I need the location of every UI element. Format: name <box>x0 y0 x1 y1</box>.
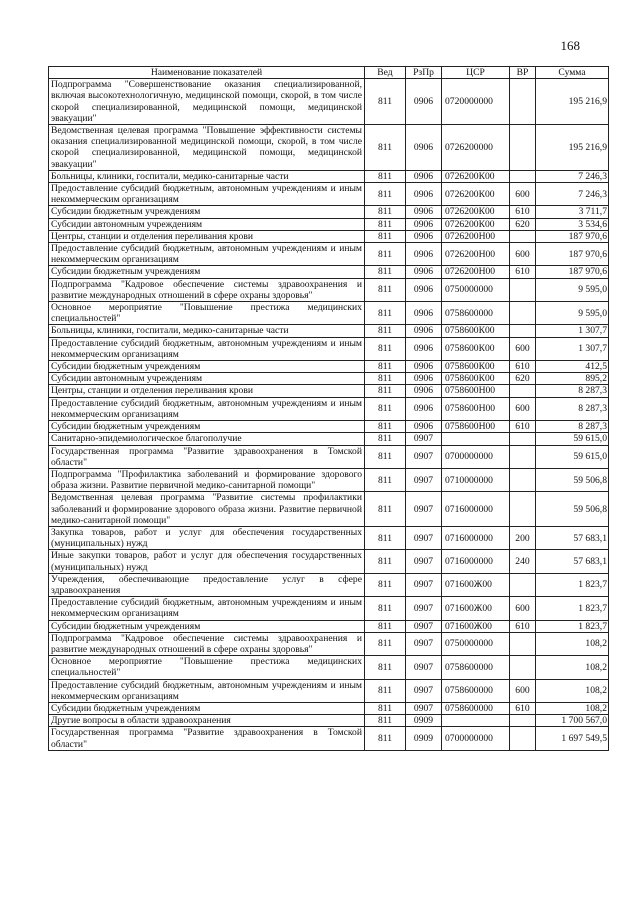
cell-name: Субсидии автономным учреждениям <box>49 373 365 385</box>
cell-sum: 1 307,7 <box>536 337 609 360</box>
cell-vr: 600 <box>510 597 536 620</box>
cell-vr <box>510 727 536 750</box>
header-ved: Вед <box>365 67 406 79</box>
cell-ved: 811 <box>365 278 406 301</box>
cell-name: Субсидии бюджетным учреждениям <box>49 206 365 218</box>
cell-name: Предоставление субсидий бюджетным, автономным учреждениям и иным некоммерческим организациям <box>49 679 365 702</box>
table-row <box>49 573 609 596</box>
table-row <box>49 656 609 679</box>
cell-rzpr: 0906 <box>406 218 442 230</box>
cell-sum: 7 246,3 <box>536 183 609 206</box>
cell-sum: 187 970,6 <box>536 243 609 266</box>
cell-ved: 811 <box>365 632 406 655</box>
cell-csr: 0700000000 <box>442 727 510 750</box>
cell-ved: 811 <box>365 526 406 549</box>
cell-csr: 0750000000 <box>442 278 510 301</box>
cell-name: Больницы, клиники, госпитали, медико-санитарные части <box>49 325 365 337</box>
cell-sum: 59 506,8 <box>536 468 609 491</box>
cell-vr <box>510 170 536 182</box>
cell-name: Государственная программа "Развитие здравоохранения в Томской области" <box>49 727 365 750</box>
cell-rzpr: 0906 <box>406 421 442 433</box>
cell-vr: 600 <box>510 397 536 420</box>
cell-vr <box>510 325 536 337</box>
cell-rzpr: 0906 <box>406 230 442 242</box>
cell-sum: 57 683,1 <box>536 550 609 573</box>
cell-name: Больницы, клиники, госпитали, медико-санитарные части <box>49 170 365 182</box>
cell-sum: 9 595,0 <box>536 278 609 301</box>
table-row <box>49 243 609 266</box>
cell-sum: 3 534,6 <box>536 218 609 230</box>
cell-csr: 0726200К00 <box>442 218 510 230</box>
cell-csr: 0726200К00 <box>442 183 510 206</box>
cell-sum: 1 823,7 <box>536 573 609 596</box>
cell-vr <box>510 468 536 491</box>
cell-rzpr: 0906 <box>406 243 442 266</box>
cell-name: Центры, станции и отделения переливания крови <box>49 385 365 397</box>
cell-sum: 108,2 <box>536 679 609 702</box>
cell-rzpr: 0907 <box>406 679 442 702</box>
cell-sum: 1 823,7 <box>536 620 609 632</box>
table-row <box>49 385 609 397</box>
cell-rzpr: 0906 <box>406 183 442 206</box>
table-row <box>49 620 609 632</box>
cell-rzpr: 0906 <box>406 170 442 182</box>
cell-vr <box>510 278 536 301</box>
cell-rzpr: 0906 <box>406 125 442 171</box>
cell-name: Основное мероприятие "Повышение престижа медицинских специальностей" <box>49 656 365 679</box>
table-row <box>49 206 609 218</box>
table-body <box>49 79 609 751</box>
cell-ved: 811 <box>365 206 406 218</box>
cell-csr: 0720000000 <box>442 79 510 125</box>
cell-sum: 59 615,0 <box>536 433 609 445</box>
cell-csr <box>442 433 510 445</box>
cell-rzpr: 0907 <box>406 492 442 527</box>
cell-vr <box>510 125 536 171</box>
cell-rzpr: 0906 <box>406 373 442 385</box>
cell-vr: 240 <box>510 550 536 573</box>
cell-sum: 1 307,7 <box>536 325 609 337</box>
table-row <box>49 325 609 337</box>
table-row <box>49 218 609 230</box>
cell-rzpr: 0906 <box>406 337 442 360</box>
cell-rzpr: 0907 <box>406 468 442 491</box>
cell-ved: 811 <box>365 433 406 445</box>
cell-name: Предоставление субсидий бюджетным, автономным учреждениям и иным некоммерческим организациям <box>49 183 365 206</box>
cell-rzpr: 0907 <box>406 445 442 468</box>
header-name: Наименование показателей <box>49 67 365 79</box>
cell-name: Предоставление субсидий бюджетным, автономным учреждениям и иным некоммерческим организациям <box>49 597 365 620</box>
cell-csr: 0758600К00 <box>442 325 510 337</box>
cell-sum: 195 216,9 <box>536 125 609 171</box>
cell-sum: 8 287,3 <box>536 385 609 397</box>
cell-rzpr: 0907 <box>406 573 442 596</box>
cell-sum: 1 823,7 <box>536 597 609 620</box>
header-sum: Сумма <box>536 67 609 79</box>
table-row <box>49 266 609 278</box>
cell-rzpr: 0907 <box>406 620 442 632</box>
cell-rzpr: 0909 <box>406 715 442 727</box>
cell-ved: 811 <box>365 679 406 702</box>
table-row <box>49 421 609 433</box>
cell-vr <box>510 715 536 727</box>
cell-ved: 811 <box>365 337 406 360</box>
cell-name: Субсидии автономным учреждениям <box>49 218 365 230</box>
cell-csr: 0716000000 <box>442 550 510 573</box>
cell-csr: 0758600000 <box>442 679 510 702</box>
cell-rzpr: 0907 <box>406 597 442 620</box>
cell-vr: 620 <box>510 218 536 230</box>
cell-csr: 0726200Н00 <box>442 243 510 266</box>
cell-rzpr: 0907 <box>406 702 442 714</box>
cell-csr: 0758600Н00 <box>442 397 510 420</box>
cell-vr <box>510 632 536 655</box>
cell-csr: 0758600000 <box>442 656 510 679</box>
cell-ved: 811 <box>365 597 406 620</box>
cell-name: Ведомственная целевая программа "Развитие системы профилактики заболеваний и формирование здорового образа жизни. Развитие первичной медико-санитарной помощи" <box>49 492 365 527</box>
cell-ved: 811 <box>365 702 406 714</box>
cell-ved: 811 <box>365 373 406 385</box>
cell-name: Центры, станции и отделения переливания крови <box>49 230 365 242</box>
cell-sum: 7 246,3 <box>536 170 609 182</box>
cell-csr: 0716000000 <box>442 492 510 527</box>
table-row <box>49 79 609 125</box>
cell-name: Субсидии бюджетным учреждениям <box>49 421 365 433</box>
cell-vr: 610 <box>510 361 536 373</box>
table-row <box>49 550 609 573</box>
cell-vr: 600 <box>510 243 536 266</box>
cell-rzpr: 0906 <box>406 325 442 337</box>
table-row <box>49 278 609 301</box>
cell-vr: 200 <box>510 526 536 549</box>
cell-csr: 0700000000 <box>442 445 510 468</box>
cell-csr <box>442 715 510 727</box>
cell-ved: 811 <box>365 727 406 750</box>
cell-name: Учреждения, обеспечивающие предоставление услуг в сфере здравоохранения <box>49 573 365 596</box>
cell-ved: 811 <box>365 243 406 266</box>
cell-ved: 811 <box>365 550 406 573</box>
cell-sum: 59 506,8 <box>536 492 609 527</box>
cell-csr: 071600Ж00 <box>442 597 510 620</box>
cell-name: Субсидии бюджетным учреждениям <box>49 702 365 714</box>
cell-sum: 895,2 <box>536 373 609 385</box>
table-row <box>49 715 609 727</box>
cell-ved: 811 <box>365 218 406 230</box>
cell-ved: 811 <box>365 183 406 206</box>
cell-ved: 811 <box>365 170 406 182</box>
cell-name: Государственная программа "Развитие здравоохранения в Томской области" <box>49 445 365 468</box>
table-row <box>49 679 609 702</box>
cell-sum: 57 683,1 <box>536 526 609 549</box>
cell-vr <box>510 230 536 242</box>
cell-name: Иные закупки товаров, работ и услуг для обеспечения государственных (муниципальных) нужд <box>49 550 365 573</box>
table-row <box>49 361 609 373</box>
cell-vr: 600 <box>510 337 536 360</box>
cell-name: Подпрограмма "Кадровое обеспечение системы здравоохранения и развитие международных отношений в сфере охраны здоровья" <box>49 632 365 655</box>
cell-sum: 108,2 <box>536 656 609 679</box>
cell-name: Санитарно-эпидемиологическое благополучие <box>49 433 365 445</box>
cell-name: Ведомственная целевая программа "Повышение эффективности системы оказания специализированной медицинской помощи, скорой, в том числе скорой специализированной, медицинской помощи, медицинской эвакуации" <box>49 125 365 171</box>
cell-rzpr: 0906 <box>406 385 442 397</box>
cell-rzpr: 0906 <box>406 397 442 420</box>
cell-ved: 811 <box>365 302 406 325</box>
cell-csr: 0758600Н00 <box>442 385 510 397</box>
cell-csr: 0758600000 <box>442 702 510 714</box>
cell-rzpr: 0906 <box>406 266 442 278</box>
cell-vr: 610 <box>510 702 536 714</box>
cell-sum: 412,5 <box>536 361 609 373</box>
table-row <box>49 373 609 385</box>
cell-vr <box>510 79 536 125</box>
cell-rzpr: 0906 <box>406 79 442 125</box>
page-number: 168 <box>560 38 580 53</box>
cell-sum: 8 287,3 <box>536 421 609 433</box>
table-row <box>49 170 609 182</box>
table-row <box>49 337 609 360</box>
table-row <box>49 433 609 445</box>
table-row <box>49 597 609 620</box>
table-row <box>49 727 609 750</box>
table-row <box>49 230 609 242</box>
cell-sum: 8 287,3 <box>536 397 609 420</box>
header-vr: ВР <box>510 67 536 79</box>
table-row <box>49 183 609 206</box>
cell-ved: 811 <box>365 79 406 125</box>
cell-ved: 811 <box>365 656 406 679</box>
table-header-row <box>49 67 609 79</box>
cell-vr: 620 <box>510 373 536 385</box>
cell-ved: 811 <box>365 397 406 420</box>
cell-name: Подпрограмма "Профилактика заболеваний и формирование здорового образа жизни. Развитие первичной медико-санитарной помощи" <box>49 468 365 491</box>
cell-vr: 610 <box>510 421 536 433</box>
cell-csr: 071600Ж00 <box>442 620 510 632</box>
cell-ved: 811 <box>365 325 406 337</box>
cell-vr: 610 <box>510 620 536 632</box>
cell-csr: 071600Ж00 <box>442 573 510 596</box>
cell-csr: 0726200Н00 <box>442 230 510 242</box>
cell-ved: 811 <box>365 492 406 527</box>
cell-vr: 610 <box>510 206 536 218</box>
cell-vr <box>510 445 536 468</box>
cell-rzpr: 0907 <box>406 656 442 679</box>
cell-ved: 811 <box>365 361 406 373</box>
cell-csr: 0716000000 <box>442 526 510 549</box>
cell-ved: 811 <box>365 125 406 171</box>
cell-csr: 0726200К00 <box>442 170 510 182</box>
cell-csr: 0758600000 <box>442 302 510 325</box>
cell-sum: 108,2 <box>536 702 609 714</box>
cell-vr <box>510 385 536 397</box>
cell-csr: 0726200Н00 <box>442 266 510 278</box>
cell-name: Подпрограмма "Совершенствование оказания специализированной, включая высокотехнологичную, медицинской помощи, скорой, в том числе скорой специализированной, медицинской помощи, медицинской эвакуации" <box>49 79 365 125</box>
cell-vr <box>510 433 536 445</box>
cell-vr: 610 <box>510 266 536 278</box>
cell-sum: 187 970,6 <box>536 230 609 242</box>
cell-vr: 600 <box>510 183 536 206</box>
cell-csr: 0758600Н00 <box>442 421 510 433</box>
cell-name: Субсидии бюджетным учреждениям <box>49 266 365 278</box>
cell-name: Закупка товаров, работ и услуг для обеспечения государственных (муниципальных) нужд <box>49 526 365 549</box>
cell-ved: 811 <box>365 573 406 596</box>
cell-csr: 0750000000 <box>442 632 510 655</box>
cell-ved: 811 <box>365 445 406 468</box>
table-row <box>49 526 609 549</box>
cell-sum: 3 711,7 <box>536 206 609 218</box>
cell-csr: 0758600К00 <box>442 361 510 373</box>
cell-name: Предоставление субсидий бюджетным, автономным учреждениям и иным некоммерческим организациям <box>49 337 365 360</box>
cell-name: Подпрограмма "Кадровое обеспечение системы здравоохранения и развитие международных отношений в сфере охраны здоровья" <box>49 278 365 301</box>
table-row <box>49 702 609 714</box>
table-row <box>49 492 609 527</box>
cell-sum: 108,2 <box>536 632 609 655</box>
cell-ved: 811 <box>365 230 406 242</box>
cell-ved: 811 <box>365 620 406 632</box>
cell-ved: 811 <box>365 421 406 433</box>
cell-rzpr: 0906 <box>406 206 442 218</box>
cell-sum: 1 700 567,0 <box>536 715 609 727</box>
cell-csr: 0758600К00 <box>442 337 510 360</box>
cell-rzpr: 0909 <box>406 727 442 750</box>
cell-sum: 195 216,9 <box>536 79 609 125</box>
cell-rzpr: 0907 <box>406 632 442 655</box>
cell-name: Другие вопросы в области здравоохранения <box>49 715 365 727</box>
cell-vr: 600 <box>510 679 536 702</box>
cell-ved: 811 <box>365 385 406 397</box>
cell-vr <box>510 656 536 679</box>
cell-csr: 0710000000 <box>442 468 510 491</box>
cell-name: Предоставление субсидий бюджетным, автономным учреждениям и иным некоммерческим организациям <box>49 243 365 266</box>
cell-sum: 1 697 549,5 <box>536 727 609 750</box>
cell-csr: 0758600К00 <box>442 373 510 385</box>
cell-name: Основное мероприятие "Повышение престижа медицинских специальностей" <box>49 302 365 325</box>
table-row <box>49 468 609 491</box>
cell-rzpr: 0907 <box>406 433 442 445</box>
cell-vr <box>510 573 536 596</box>
table-row <box>49 397 609 420</box>
cell-sum: 9 595,0 <box>536 302 609 325</box>
budget-table <box>48 66 609 751</box>
cell-rzpr: 0907 <box>406 526 442 549</box>
cell-sum: 187 970,6 <box>536 266 609 278</box>
cell-rzpr: 0907 <box>406 550 442 573</box>
cell-name: Субсидии бюджетным учреждениям <box>49 361 365 373</box>
cell-rzpr: 0906 <box>406 361 442 373</box>
cell-rzpr: 0906 <box>406 278 442 301</box>
cell-vr <box>510 302 536 325</box>
cell-rzpr: 0906 <box>406 302 442 325</box>
cell-ved: 811 <box>365 468 406 491</box>
cell-vr <box>510 492 536 527</box>
header-rzpr: РзПр <box>406 67 442 79</box>
cell-name: Субсидии бюджетным учреждениям <box>49 620 365 632</box>
header-csr: ЦСР <box>442 67 510 79</box>
cell-ved: 811 <box>365 715 406 727</box>
cell-csr: 0726200000 <box>442 125 510 171</box>
table-row <box>49 632 609 655</box>
table-row <box>49 302 609 325</box>
cell-name: Предоставление субсидий бюджетным, автономным учреждениям и иным некоммерческим организациям <box>49 397 365 420</box>
cell-sum: 59 615,0 <box>536 445 609 468</box>
cell-ved: 811 <box>365 266 406 278</box>
table-row <box>49 445 609 468</box>
table-row <box>49 125 609 171</box>
cell-csr: 0726200К00 <box>442 206 510 218</box>
